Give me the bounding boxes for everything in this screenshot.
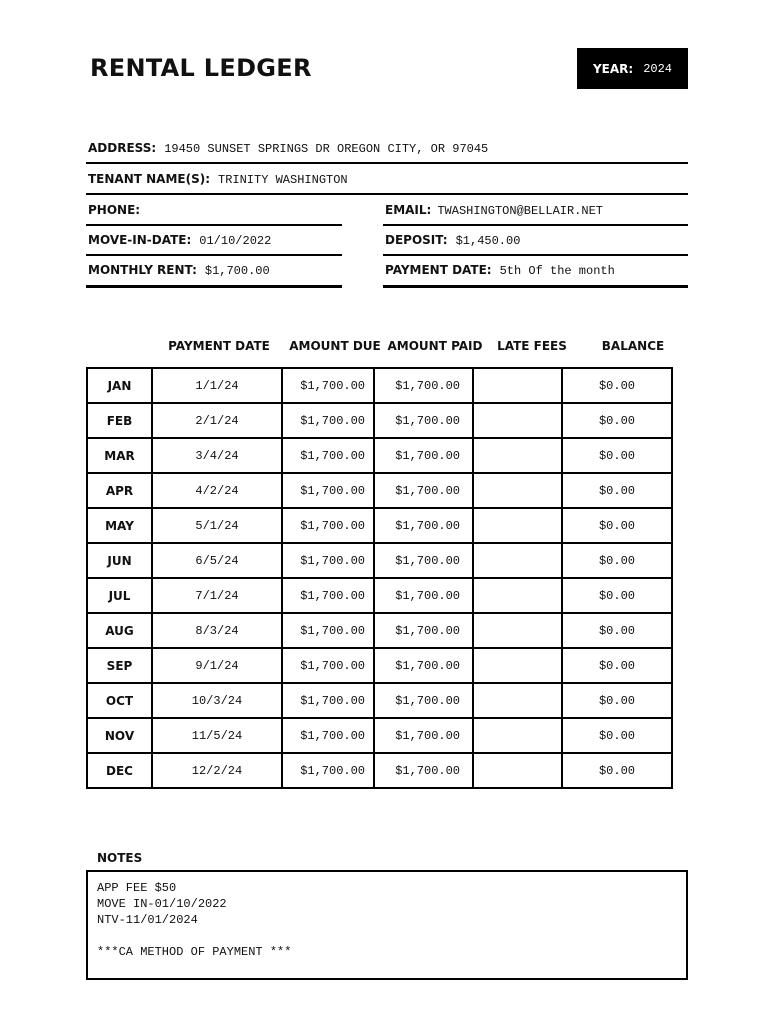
month-cell: JUN bbox=[87, 543, 152, 578]
deposit-label: DEPOSIT: bbox=[385, 233, 448, 247]
amount-due-cell: $1,700.00 bbox=[282, 543, 374, 578]
month-cell: OCT bbox=[87, 683, 152, 718]
note-line bbox=[97, 928, 677, 944]
amount-due-cell: $1,700.00 bbox=[282, 473, 374, 508]
amount-paid-cell: $1,700.00 bbox=[374, 578, 473, 613]
amount-due-cell: $1,700.00 bbox=[282, 578, 374, 613]
late-fees-cell bbox=[473, 368, 562, 403]
amount-due-cell: $1,700.00 bbox=[282, 438, 374, 473]
table-row bbox=[87, 578, 672, 613]
amount-due-cell: $1,700.00 bbox=[282, 648, 374, 683]
note-line: ***CA METHOD OF PAYMENT *** bbox=[97, 945, 292, 959]
payment-date-cell: 9/1/24 bbox=[152, 648, 282, 683]
year-value: 2024 bbox=[643, 61, 673, 76]
balance-cell: $0.00 bbox=[562, 613, 672, 648]
amount-paid-cell: $1,700.00 bbox=[374, 753, 473, 788]
divider bbox=[86, 285, 342, 288]
payment-date-cell: 6/5/24 bbox=[152, 543, 282, 578]
table-row bbox=[87, 543, 672, 578]
late-fees-cell bbox=[473, 508, 562, 543]
amount-paid-cell: $1,700.00 bbox=[374, 543, 473, 578]
table-row bbox=[87, 648, 672, 683]
email-value: TWASHINGTON@BELLAIR.NET bbox=[437, 204, 603, 218]
rent-field bbox=[88, 258, 342, 288]
table-row bbox=[87, 368, 672, 403]
year-label: YEAR: bbox=[592, 61, 634, 76]
address-label: ADDRESS: bbox=[88, 141, 157, 155]
ledger-table bbox=[86, 367, 673, 789]
amount-paid-cell: $1,700.00 bbox=[374, 368, 473, 403]
note-line: APP FEE $50 bbox=[97, 881, 177, 895]
note-line: NTV-11/01/2024 bbox=[97, 913, 198, 927]
divider bbox=[383, 285, 688, 288]
paydate-field bbox=[385, 258, 688, 288]
movein-label: MOVE-IN-DATE: bbox=[88, 233, 192, 247]
amount-paid-cell: $1,700.00 bbox=[374, 403, 473, 438]
notes-box bbox=[86, 870, 688, 980]
balance-cell: $0.00 bbox=[562, 508, 672, 543]
address-value: 19450 SUNSET SPRINGS DR OREGON CITY, OR 97045 bbox=[164, 142, 489, 156]
balance-cell: $0.00 bbox=[562, 718, 672, 753]
payment-date-cell: 4/2/24 bbox=[152, 473, 282, 508]
late-fees-cell bbox=[473, 578, 562, 613]
payment-date-cell: 5/1/24 bbox=[152, 508, 282, 543]
col-header-balance: BALANCE bbox=[601, 339, 665, 353]
page-title: RENTAL LEDGER bbox=[90, 54, 312, 82]
late-fees-cell bbox=[473, 543, 562, 578]
amount-due-cell: $1,700.00 bbox=[282, 368, 374, 403]
month-cell: JAN bbox=[87, 368, 152, 403]
divider bbox=[86, 224, 342, 226]
balance-cell: $0.00 bbox=[562, 683, 672, 718]
table-row bbox=[87, 403, 672, 438]
table-row bbox=[87, 473, 672, 508]
payment-date-cell: 7/1/24 bbox=[152, 578, 282, 613]
year-box bbox=[577, 48, 688, 89]
tenant-value: TRINITY WASHINGTON bbox=[218, 173, 348, 187]
divider bbox=[86, 162, 688, 164]
late-fees-cell bbox=[473, 473, 562, 508]
table-row bbox=[87, 718, 672, 753]
late-fees-cell bbox=[473, 683, 562, 718]
balance-cell: $0.00 bbox=[562, 753, 672, 788]
payment-date-cell: 12/2/24 bbox=[152, 753, 282, 788]
balance-cell: $0.00 bbox=[562, 578, 672, 613]
amount-due-cell: $1,700.00 bbox=[282, 718, 374, 753]
table-row bbox=[87, 613, 672, 648]
month-cell: MAR bbox=[87, 438, 152, 473]
payment-date-cell: 1/1/24 bbox=[152, 368, 282, 403]
divider bbox=[86, 254, 342, 256]
rent-label: MONTHLY RENT: bbox=[88, 263, 197, 277]
email-label: EMAIL: bbox=[385, 203, 432, 217]
payment-date-cell: 11/5/24 bbox=[152, 718, 282, 753]
late-fees-cell bbox=[473, 718, 562, 753]
amount-due-cell: $1,700.00 bbox=[282, 613, 374, 648]
amount-paid-cell: $1,700.00 bbox=[374, 613, 473, 648]
phone-label: PHONE: bbox=[88, 203, 141, 217]
ledger-body bbox=[87, 368, 672, 788]
amount-due-cell: $1,700.00 bbox=[282, 753, 374, 788]
amount-due-cell: $1,700.00 bbox=[282, 403, 374, 438]
balance-cell: $0.00 bbox=[562, 438, 672, 473]
late-fees-cell bbox=[473, 648, 562, 683]
balance-cell: $0.00 bbox=[562, 543, 672, 578]
divider bbox=[383, 224, 688, 226]
rent-value: $1,700.00 bbox=[204, 264, 270, 278]
month-cell: MAY bbox=[87, 508, 152, 543]
tenant-label: TENANT NAME(S): bbox=[88, 172, 210, 186]
month-cell: JUL bbox=[87, 578, 152, 613]
payment-date-cell: 3/4/24 bbox=[152, 438, 282, 473]
deposit-value: $1,450.00 bbox=[455, 234, 521, 248]
movein-value: 01/10/2022 bbox=[199, 234, 272, 248]
amount-paid-cell: $1,700.00 bbox=[374, 508, 473, 543]
col-header-late-fees: LATE FEES bbox=[497, 339, 567, 353]
month-cell: SEP bbox=[87, 648, 152, 683]
balance-cell: $0.00 bbox=[562, 648, 672, 683]
late-fees-cell bbox=[473, 403, 562, 438]
col-header-amount-paid: AMOUNT PAID bbox=[387, 339, 483, 353]
month-cell: NOV bbox=[87, 718, 152, 753]
balance-cell: $0.00 bbox=[562, 403, 672, 438]
month-cell: AUG bbox=[87, 613, 152, 648]
col-header-payment-date: PAYMENT DATE bbox=[168, 339, 270, 353]
divider bbox=[86, 193, 688, 195]
amount-paid-cell: $1,700.00 bbox=[374, 648, 473, 683]
payment-date-cell: 2/1/24 bbox=[152, 403, 282, 438]
notes-label: NOTES bbox=[97, 851, 143, 865]
amount-due-cell: $1,700.00 bbox=[282, 683, 374, 718]
payment-date-cell: 8/3/24 bbox=[152, 613, 282, 648]
amount-due-cell: $1,700.00 bbox=[282, 508, 374, 543]
late-fees-cell bbox=[473, 613, 562, 648]
month-cell: FEB bbox=[87, 403, 152, 438]
month-cell: DEC bbox=[87, 753, 152, 788]
balance-cell: $0.00 bbox=[562, 368, 672, 403]
col-header-amount-due: AMOUNT DUE bbox=[289, 339, 381, 353]
table-row bbox=[87, 683, 672, 718]
late-fees-cell bbox=[473, 753, 562, 788]
amount-paid-cell: $1,700.00 bbox=[374, 473, 473, 508]
late-fees-cell bbox=[473, 438, 562, 473]
month-cell: APR bbox=[87, 473, 152, 508]
note-line: MOVE IN-01/10/2022 bbox=[97, 897, 227, 911]
table-row bbox=[87, 438, 672, 473]
amount-paid-cell: $1,700.00 bbox=[374, 683, 473, 718]
amount-paid-cell: $1,700.00 bbox=[374, 718, 473, 753]
divider bbox=[383, 254, 688, 256]
amount-paid-cell: $1,700.00 bbox=[374, 438, 473, 473]
table-row bbox=[87, 508, 672, 543]
table-row bbox=[87, 753, 672, 788]
paydate-label: PAYMENT DATE: bbox=[385, 263, 492, 277]
paydate-value: 5th Of the month bbox=[499, 264, 615, 278]
balance-cell: $0.00 bbox=[562, 473, 672, 508]
payment-date-cell: 10/3/24 bbox=[152, 683, 282, 718]
